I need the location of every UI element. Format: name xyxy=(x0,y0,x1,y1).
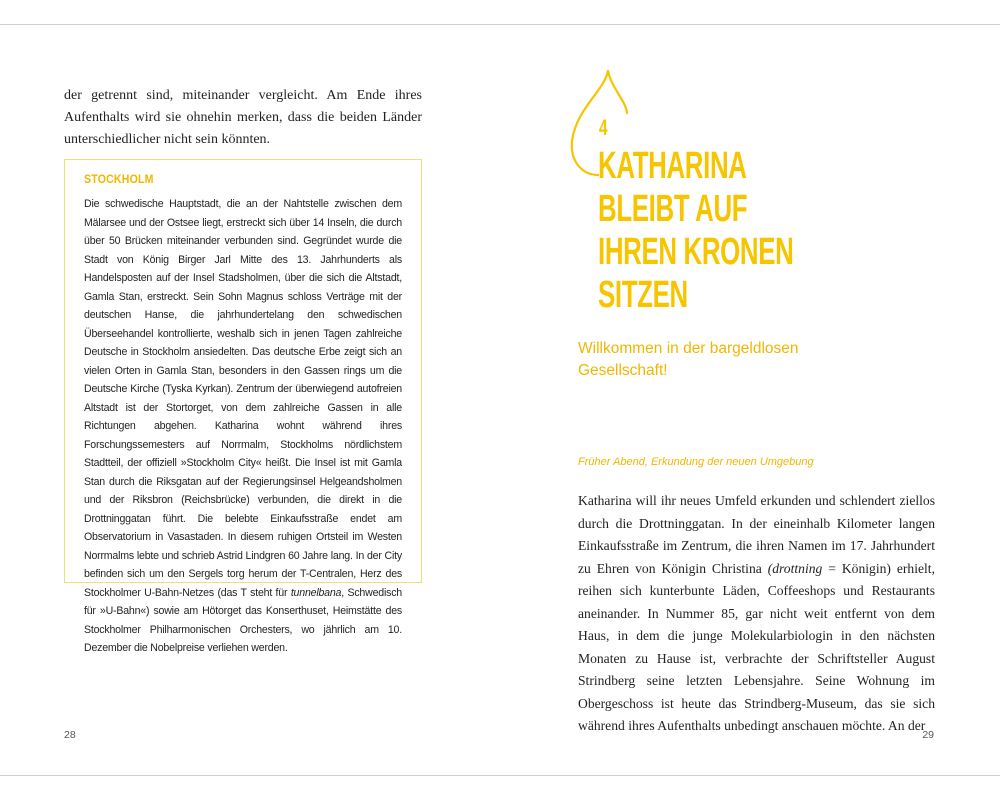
chapter-title-line: SITZEN xyxy=(598,274,688,316)
chapter-subtitle: Willkommen in der bargeldlosen Gesellschaft! xyxy=(578,340,799,379)
chapter-number: 4 xyxy=(599,115,608,140)
infobox-body-italic: tunnelbana xyxy=(290,586,342,599)
right-page-number: 29 xyxy=(922,729,934,741)
body-italic: (drottning xyxy=(767,560,823,576)
chapter-title-line: BLEIBT AUF xyxy=(598,188,748,230)
scene-heading: Früher Abend, Erkundung der neuen Umgebung xyxy=(578,456,814,468)
body-part-2: = Königin) erhielt, reihen sich kunterbunte Läden, Coffeeshops und Restaurants aneinander. In Nummer 85, gar nicht weit entfernt von dem Haus, in dem die junge Molekularbiologin in den nächsten Monaten zu Hause ist, verbrachte der Schriftsteller August Strindberg seine letzten Lebensjahre. Seine Wohnung im Obergeschoss ist heute das Strindberg-Museum, das sie sich während ihres Aufenthalts unbedingt anschauen möchte. An der xyxy=(578,560,935,733)
chapter-title-line: IHREN KRONEN xyxy=(598,231,794,273)
body-part-1: Katharina will ihr neues Umfeld erkunden und schlendert ziellos durch die Drottninggatan. In der eineinhalb Kilometer langen Einkaufsstraße im Zentrum, die ihren Namen im 17. Jahrhundert zu Ehren von Königin Christina xyxy=(578,493,935,576)
infobox-title: STOCKHOLM xyxy=(84,174,154,186)
left-page-number: 28 xyxy=(64,729,76,741)
infobox-body-part-2: , Schwedisch für »U-Bahn«) sowie am Hötorget das Konserthuset, Heimstätte des Stockholmer Philharmonischen Orchesters, wo jährlich am 10. Dezember die Nobelpreise verliehen werden. xyxy=(84,586,403,654)
book-spread xyxy=(0,24,1000,776)
right-body-text xyxy=(578,490,935,738)
left-intro-text: der getrennt sind, miteinander vergleicht. Am Ende ihres Aufenthalts wird sie ohnehin merken, dass die beiden Länder unterschiedlicher nicht sein könnten. xyxy=(64,88,422,147)
chapter-title-line: KATHARINA xyxy=(598,145,747,187)
infobox-body xyxy=(84,195,402,658)
infobox-body-part-1: Die schwedische Hauptstadt, die an der Nahtstelle zwischen dem Mälarsee und der Ostsee liegt, erstreckt sich über 14 Inseln, die durch über 50 Brücken miteinander verbunden sind. Gegründet wurde die Stadt von König Birger Jarl Mitte des 13. Jahrhunderts als Handelsposten auf der Insel Stadsholmen, über die sich die Altstadt, Gamla Stan, erstreckt. Sein Sohn Magnus schloss Verträge mit der deutschen Hanse, die jahrhundertelang den schwedischen Überseehandel kontrollierte, weshalb sich in jenen Tagen zahlreiche Deutsche in Stockholm ansiedelten. Das deutsche Erbe zeigt sich an vielen Orten in Gamla Stan, besonders in den Gassen rings um die Deutsche Kirche (Tyska Kyrkan). Zentrum der überwiegend autofreien Altstadt ist der Stortorget, von dem zahlreiche Gassen in alle Richtungen abgehen. Katharina wohnt während ihres Forschungssemesters auf Norrmalm, Stockholms nördlichstem Stadtteil, der offiziell »Stockholm City« heißt. Die Insel ist mit Gamla Stan durch die Riksgatan auf der Regierungsinsel Helgeandsholmen und der Riksbron (Reichsbrücke) verbunden, die direkt in die Drottninggatan führt. Die belebte Einkaufsstraße endet am Observatorium in Vasastaden. In diesem ruhigen Ortsteil im Westen Norrmalms lebte und schrieb Astrid Lindgren 60 Jahre lang. In der City befinden sich um den Sergels torg herum der T-Centralen, Herz des Stockholmer U-Bahn-Netzes (das T steht für xyxy=(84,198,402,599)
chapter-title xyxy=(598,145,802,317)
stockholm-infobox xyxy=(64,159,422,654)
